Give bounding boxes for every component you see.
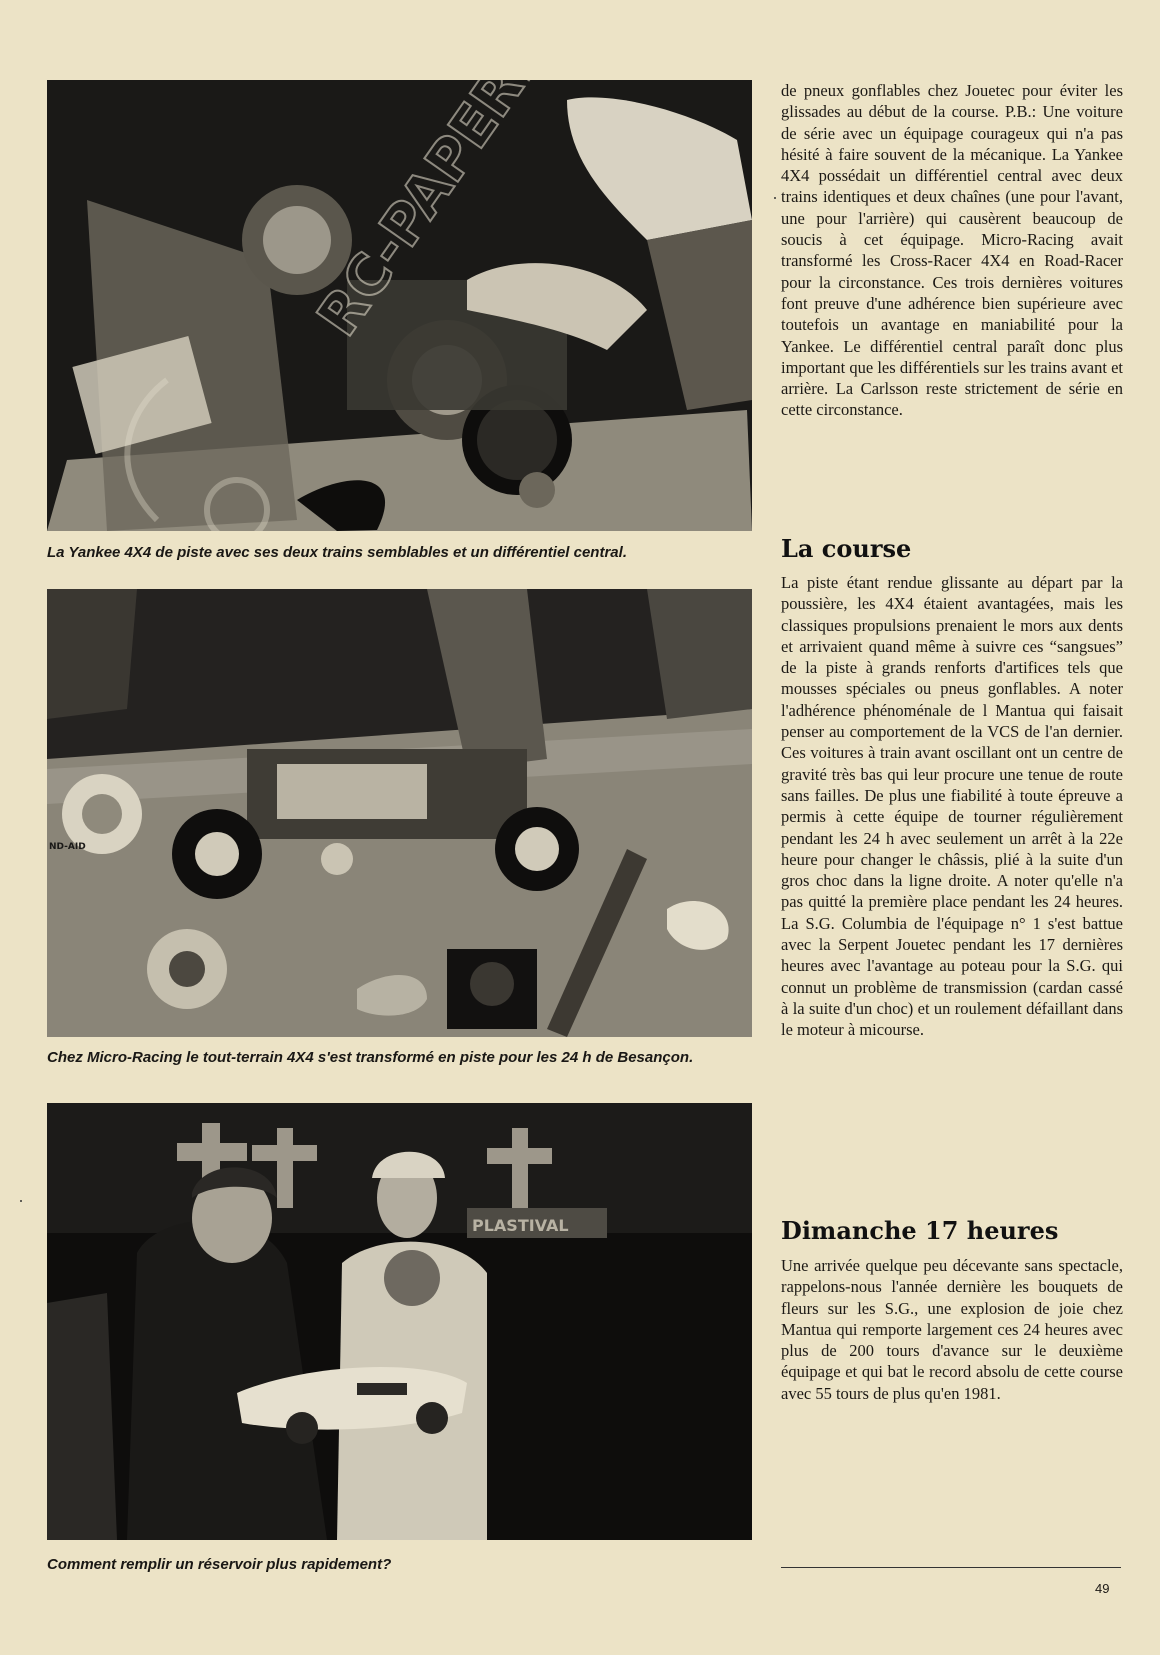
page-number: 49 [1095,1581,1110,1596]
article-paragraph-2: La piste étant rendue glissante au départ par la poussière, les 4X4 étaient avantagées, mais les classiques propulsions prenaient le mors aux dents et arrivaient quand même à suivre ces “sangsues” de la piste à grands renforts d'artifices tels que mousses spéciales ou pneus gonflables. A noter l'adhérence phénoménale de l Mantua qui faisait penser au comportement de la VCS de l'an dernier. Ces voitures à train avant oscillant ont un centre de gravité très bas qui leur procure une tenue de route sans failles. De plus une fiabilité à toute épreuve a permis à cette équipe de tourner régulièrement pendant les 24 h avec seulement un arrêt à la 22e heure pour changer le châssis, plié à la suite d'un gros choc dans la ligne droite. A noter qu'elle n'a pas quitté la première place pendant les 24 heures. La S.G. Columbia de l'équipage n° 1 s'est battue avec la Serpent Jouetec pendant les 17 dernières heures avec l'avantage au poteau pour la S.G. qui connut un problème de transmission (cardan cassé à la suite d'un choc) et un roulement défaillant dans le moteur à micourse. [781,573,1123,1040]
section-heading-dimanche: Dimanche 17 heures [781,1216,1059,1245]
photo-micro-racing-image [47,589,752,1037]
article-paragraph-1: de pneux gonflables chez Jouetec pour éviter les glissades au début de la course. P.B.: Une voiture de série avec un équipage courageux qui n'a pas hésité à faire souvent de la mécanique. La Yankee 4X4 possédait un différentiel central avec deux trains identiques et deux chaînes (une pour l'avant, une pour l'arrière) qui causèrent beaucoup de soucis à cet équipage. Micro-Racing avait transformé les Cross-Racer 4X4 en Road-Racer pour la circonstance. Ces trois dernières voitures font preuve d'une adhérence bien supérieure avec toutefois un avantage en maniabilité pour la Yankee. Le différentiel central paraît donc plus important que les différentiels sur les trains avant et arrière. La Carlsson reste strictement de série en cette circonstance. [781,81,1123,420]
caption-photo-2: Chez Micro-Racing le tout-terrain 4X4 s'est transformé en piste pour les 24 h de Besançon. [47,1049,694,1066]
caption-photo-3: Comment remplir un réservoir plus rapidement? [47,1556,392,1573]
photo-refuelling [47,1103,752,1540]
print-speck [774,197,776,199]
caption-photo-1: La Yankee 4X4 de piste avec ses deux trains semblables et un différentiel central. [47,544,627,561]
photo-yankee-4x4 [47,80,752,531]
photo-micro-racing [47,589,752,1037]
photo-refuelling-image [47,1103,752,1540]
photo-yankee-4x4-image [47,80,752,531]
tire-label-text: ND-AID [49,842,86,852]
footer-rule [781,1567,1121,1568]
section-heading-la-course: La course [781,534,912,563]
article-paragraph-3: Une arrivée quelque peu décevante sans spectacle, rappelons-nous l'année dernière les bouquets de fleurs sur les S.G., une explosion de joie chez Mantua qui remporte largement ces 24 heures avec plus de 200 tours d'avance sur le deuxième équipage et qui bat le record absolu de cette course avec 55 tours de plus qu'en 1981. [781,1256,1123,1403]
print-speck [20,1200,22,1202]
banner-text: PLASTIVAL [472,1216,569,1235]
